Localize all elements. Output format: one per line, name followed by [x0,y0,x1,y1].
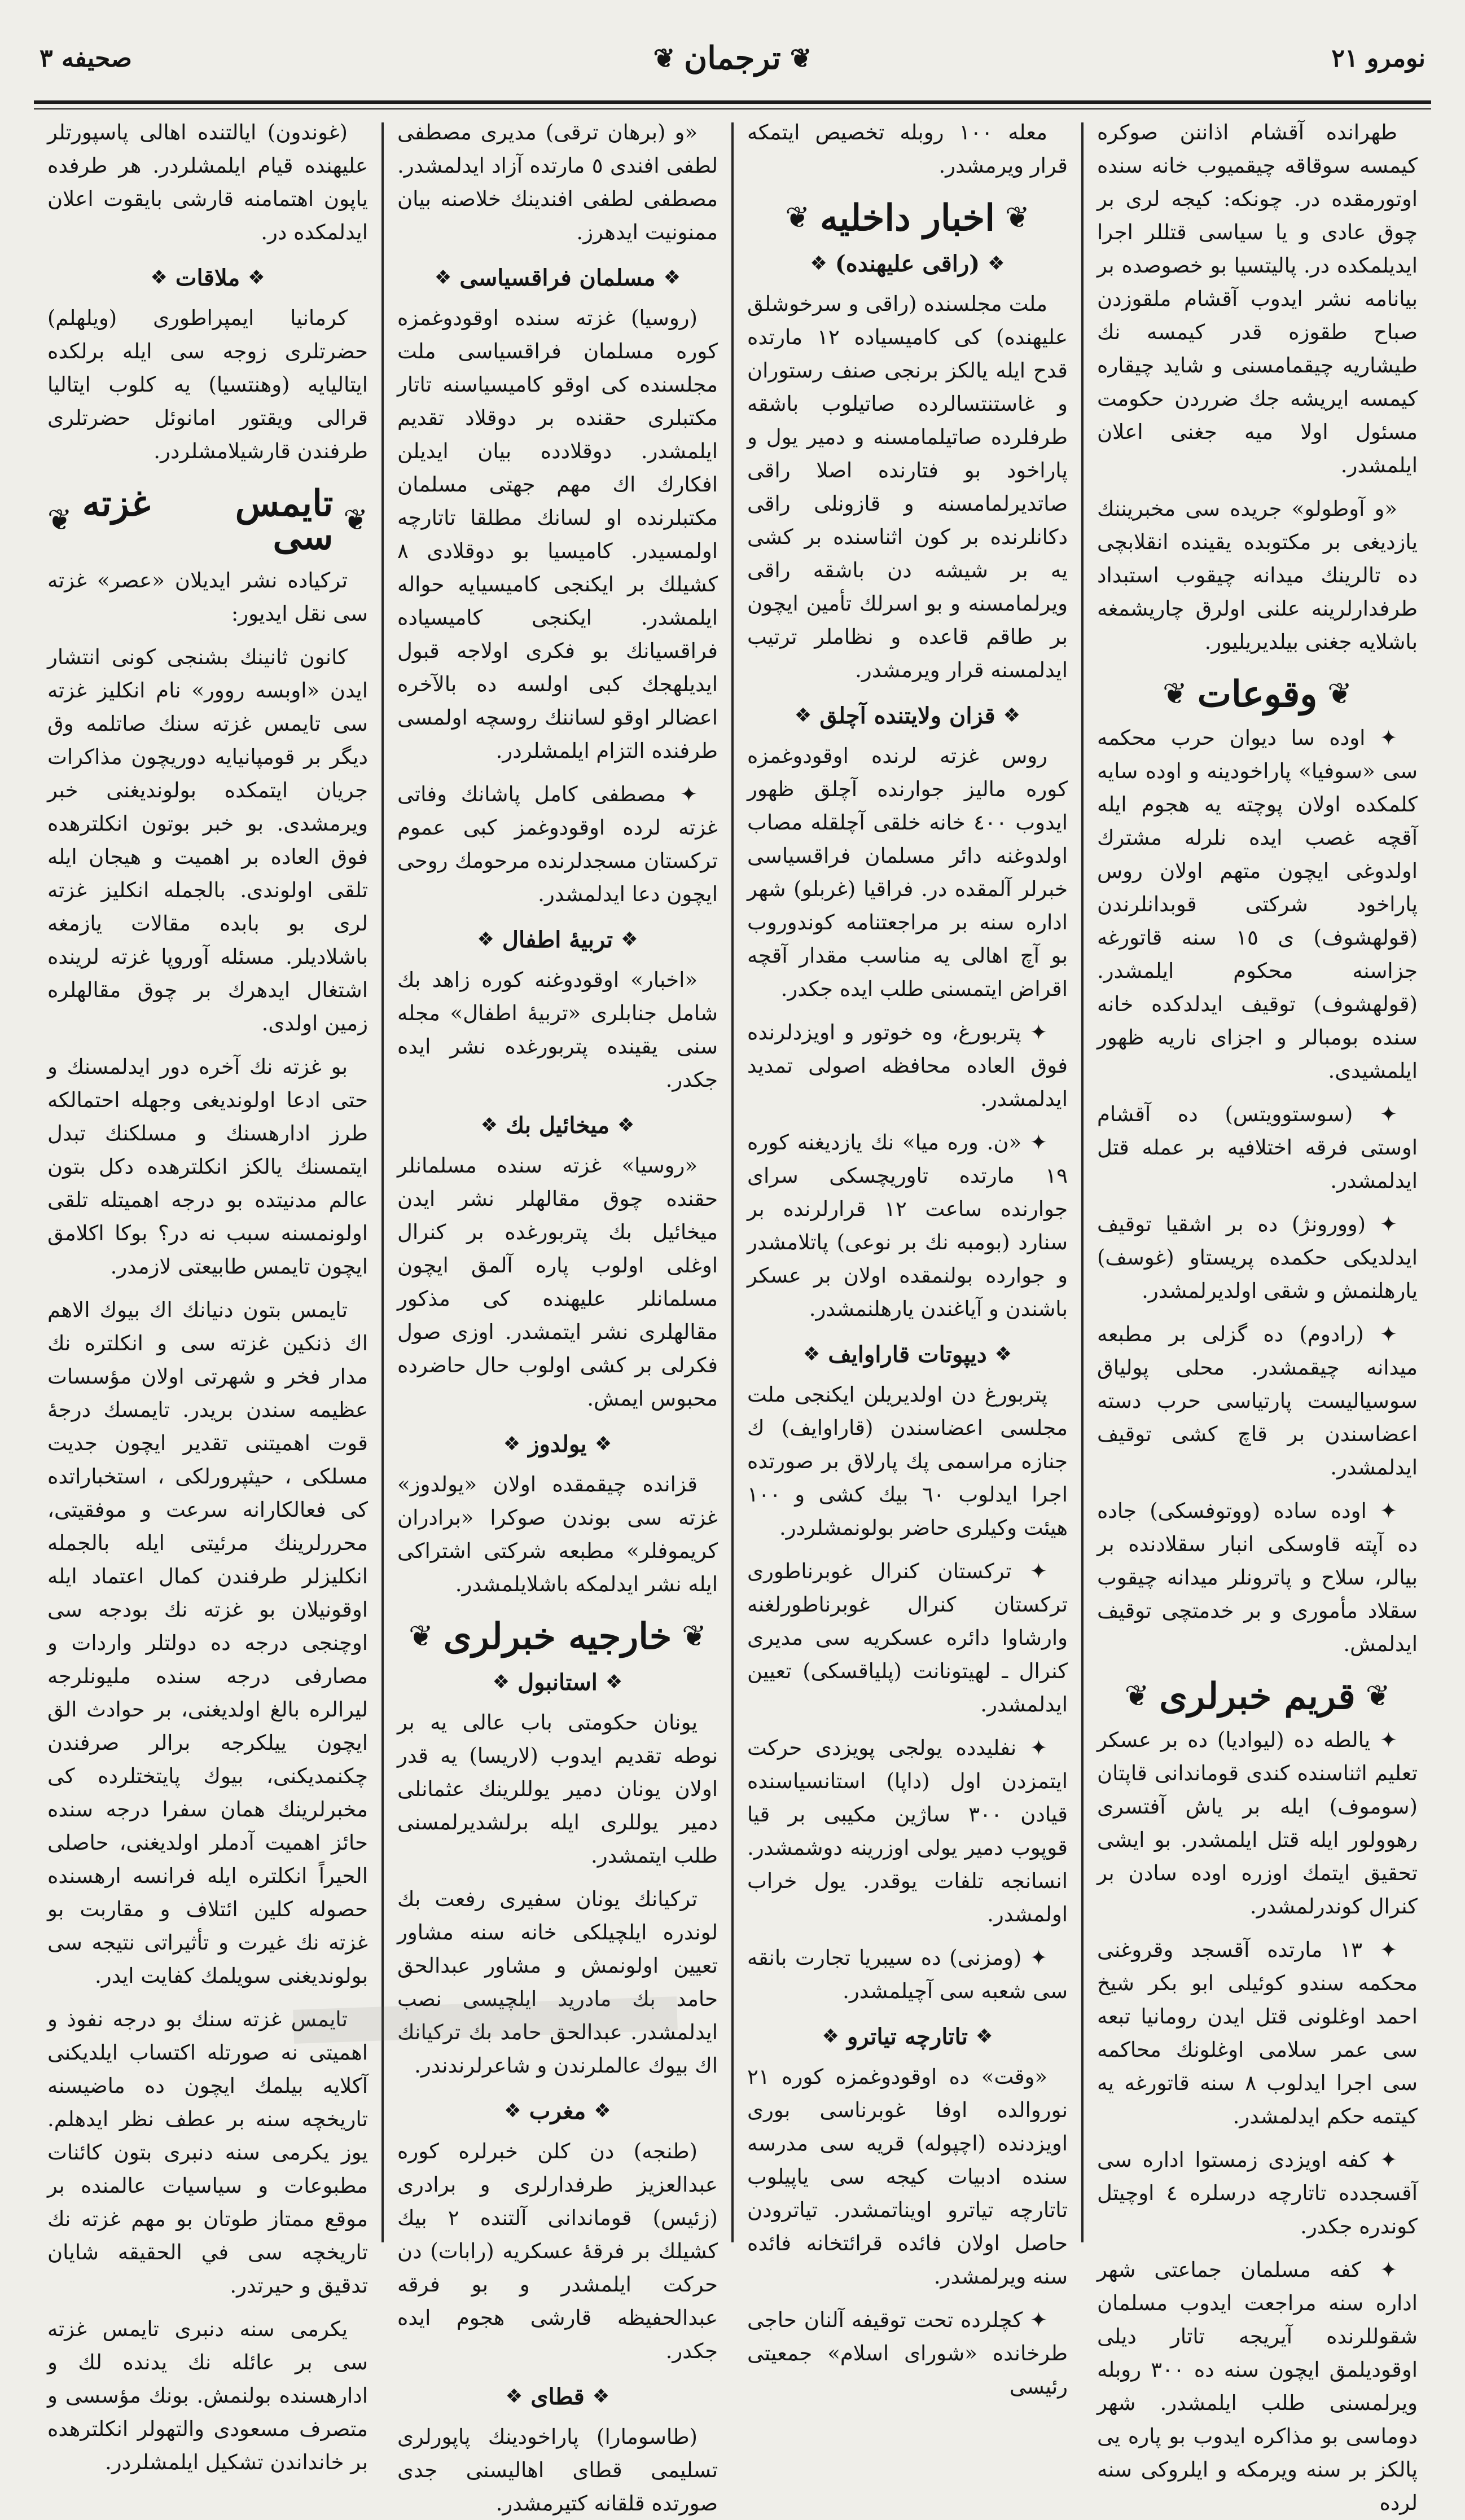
subheading-text: تربيهٔ اطفال [502,927,613,953]
article-paragraph: «اخبار» اوقودوغنه كوره زاهد بك شامل جنابلرى «تربيهٔ اطفال» مجله سنى يقينده پتربورغده نشر ايده جكدر. [397,968,718,1092]
ornament-icon: ❖ [434,266,452,289]
article-paragraph: ✦ يالطه ده (ليواديا) ده بر عسكر تعليم اثناسنده كندى قوماندانى قاپتان (سوموف) ايله بر ياش آفتسرى رهوولور ايله قتل ايلمشدر. بو ايشى تحقيق ايتمك اوزره اوده سادن بر كنرال كوندرلمشدر. [1097,1728,1418,1918]
newspaper-title-group [653,39,812,77]
subheading [397,923,718,956]
article-paragraph: ملت مجلسنده (راقى و سرخوشلق عليهنده) كى كاميسياده ١٢ مارتده قدح ايله يالكز برنجى صنف رستوران و غاستنتسالرده صاتيلوب باشقه طرفلرده صاتيلمامسنه و دمير يول و پاراخود بو فتارنده اصلا راقى صاتديرلمامسنه و قازونلى راقى دكانلرنده بر كون اثناسنده بر كشى يه بر شيشه دن باشقه راقى ويرلمامسنه و بو اسرلك تأمين ايچون بر طاقم قاعده و نظاملر ترتيب ايدلمسنه قرار ويرمشدر. [747,292,1068,682]
ornament-icon: ❖ [505,2385,523,2408]
article-paragraph: (غوندون) ايالتنده اهالى پاسپورتلر عليهنده قيام ايلمشلردر. هر طرفده ياپون اهتمامنه قارشى بايقوت اعلان ايدلمكده در. [47,120,368,244]
subheading [397,1109,718,1142]
article-paragraph: ✦ ١٣ مارتده آقسجد وقروغنى محكمه سندو كوئيلى ابو بكر شيخ احمد اوغلونى قتل ايدن رومانيا تبعه سى عمر سلامى اوغلونك محاكمه سى اجرا ايدلوب ٨ سنه قاتورغه يه كيتمه حكم ايدلمشدر. [1097,1938,1418,2128]
article-paragraph: ✦ اوده سا ديوان حرب محكمه سى «سوفيا» پاراخودينه و اوده سايه كلمكده اولان پوچته يه هجوم ايله آقچه غصب ايده نلرله مشترك اولدوغى ايچون متهم اولان روس پاراخود شركتى قوبدانلرندن (قولهشوف) ى ١٥ سنه قاتورغه جزاسنه محكوم ايلمشدر. (قولهشوف) توقيف ايدلدكده خانه سنده بومبالر و اجزاى ناريه ظهور ايلمشيدى. [1097,726,1418,1083]
article-paragraph: «وقت» ده اوقودوغمزه كوره ٢١ نوروالده اوفا غوبرناسى بورى اويزدنده (اچپوله) قريه سى مدرسه سنده ادبيات كيجه سى ياپيلوب تاتارچه تياترو اويناتمشدر. تياترودن حاصل اولان فائده قرائتخانه فائده سنه ويرلمشدر. [747,2065,1068,2289]
article-paragraph: يونان حكومتى باب عالى يه بر نوطه تقديم ايدوب (لاريسا) يه قدر اولان يونان دمير يوللرينك عثمانلى دمير يوللرى ايله برلشديرلمسنى طلب ايتمشدر. [397,1710,718,1868]
ornament-icon: ❖ [605,1671,623,1693]
ornament-icon: ❖ [592,2385,610,2408]
ornament-icon: ❖ [492,1671,510,1693]
ornament-icon: ❖ [503,1433,521,1455]
subheading [397,1428,718,1461]
article-paragraph: روس غزته لرنده اوقودوغمزه كوره ماليز جوارنده آچلق ظهور ايدوب ٤٠٠ خانه خلقى آچلقله مصاب اولدوغنه دائر مسلمان فراقسياسى خبرلر آلمقده در. فراقيا (غربلو) شهر اداره سنه بر مراجعتنامه كوندوروب بو آچ اهالى يه مناسب مقدار آقچه اقراض ايتمسنى طلب ايده جكدر. [747,744,1068,1001]
subheading-text: قزان ولايتنده آچلق [819,703,995,729]
article-paragraph: ✦ «ن. وره ميا» نك يازديغنه كوره ١٩ مارتده تاوريچسكى سراى جوارنده ساعت ١٢ قرارلرنده بر سنارد (بومبه نك بر نوعى) پاتلامشدر و جوارده بولنمقده اولان بر عسكر باشندن و آياغندن يارهلنمشدر. [747,1130,1068,1321]
ornament-icon: ❖ [248,266,265,289]
subheading-text: ديپوتات قاراوايف [828,1341,987,1368]
article-paragraph: ✦ كفه مسلمان جماعتى شهر اداره سنه مراجعت ايدوب مسلمان شقوللرنده آيريجه تاتار ديلى اوقوديلمق ايچون سنه ده ٣٠٠ روبله ويرلمسنى طلب ايلمشدر. شهر دوماسى بو مذاكره ايدوب بو پاره يى پالكز بر سنه ويرمكه و ايلروكى سنه لرده [1097,2258,1418,2515]
section-heading-text: تايمس غزته سى [82,482,334,558]
article-paragraph: تايمس بتون دنيانك اك بيوك الاهم اك ذنكين غزته سى و انكلتره نك مدار فخر و شهرتى اولان مؤسسات عظيمه سندن بريدر. تايمسك درجهٔ قوت اهميتنى تقدير ايچون جديت مسلكى ، حيثپرورلكى ، استخباراتده كى فعالكارانه سرعت و موفقيتى، محررلرينك مرئيتى ايله بالجمله انكليزلر طرفندن كمال اعتماد ايله اوقونيلان بو غزته نك بودجه سى اوچنجى درجه ده دولتلر واردات و مصارفى درجه سنده مليونلرجه ليرالره بالغ اولديغنى، بر حوادث الق ايچون ييلكرجه برالر صرفندن چكنمديكنى، بيوك پايتختلرده كى مخبرلرينك همان سفرا درجه سنده حائز اهميت آدملر اولديغنى، حاصلى الحيراً انكلتره ايله فرانسه ارهسنده حصوله كلين ائتلاف و مقاربت بو غزته نك غيرت و تأثيراتى نتيجه سى بولونديغنى سويلمك كفايت ايدر. [47,1298,368,1988]
article-paragraph: طهرانده آقشام اذاننن صوكره كيمسه سوقاقه چيقميوب خانه سنده اوتورمقده در. چونكه: كيجه لرى بر چوق عادى و يا سياسى قتللر اجرا ايديلمكده در. پاليتسيا بو خصوصده بر بيانامه نشر ايدوب آقشام ملقوزدن صباح طقوزه قدر كيمسه نك طيشاريه چيقمامسنى و شايد چيقاره كيمسه ايريشه جك ضرردن حكومت مسئول اولا ميه جغنى اعلان ايلمشدر. [1097,120,1418,477]
article-columns [34,116,1431,2515]
column-4 [34,116,381,2474]
ornament-icon: ❖ [594,2100,611,2122]
article-paragraph: «روسيا» غزته سنده مسلمانلر حقنده چوق مقالهلر نشر ايدن ميخائيل بك پتربورغده بر كنرال اوغلى اولوب پاره آلمق ايچون مسلمانلر عليهنده كى مذكور مقالهلرى نشر ايتمشدر. اوزى صول فكرلى بر كشى اولوب حال حاضرده محبوس ايمش. [397,1153,718,1411]
subheading [47,261,368,295]
masthead-rule-thin [34,108,1431,109]
subheading [747,247,1068,280]
article-paragraph: يكرمى سنه دنبرى تايمس غزته سى بر عائله نك يدنده لك و ادارهسنده بولنمش. بونك مؤسسى و متصرف مسعودى والتهولر انكلترهده بر خانداندن تشكيل ايلمشلردر. [47,2317,368,2474]
masthead [40,16,1425,100]
article-paragraph: (طنجه) دن كلن خبرلره كوره عبدالعزيز طرفدارلرى و برادرى (زئيس) قوماندانى آلتنده ٢ بيك كشيلك بر فرقهٔ عسكريه (رابات) دن حركت ايلمشدر و بو فرقه عبدالحفيظه قارشى هجوم ايده جكدر. [397,2139,718,2363]
article-paragraph: ✦ (رادوم) ده گزلى بر مطبعه ميدانه چيقمشدر. محلى پولياق سوسياليست پارتياسى حرب دسته اعضاسندن بر قاچ كشى توقيف ايدلمشدر. [1097,1322,1418,1479]
section-heading-text: خارجيه خبرلرى [443,1615,672,1658]
fleuron-icon: ❦ [653,43,676,73]
issue-number: نومرو ٢١ [1331,43,1425,73]
article-paragraph: تركيانك يونان سفيرى رفعت بك لوندره ايلچيلكى خانه سنه مشاور تعيين اولونمش و مشاور عبدالحق حامد بك مادريد ايلچيسى نصب ايدلمشدر. عبدالحق حامد بك تركيانك اك بيوك عالملرندن و شاعرلرندندر. [397,1887,718,2078]
ornament-icon: ❖ [988,252,1005,275]
ornament-icon: ❖ [594,1433,612,1455]
article-paragraph: بو غزته نك آخره دور ايدلمسنك و حتى ادعا اولونديغى وجهله احتمالكه طرز ادارهسنك و مسلكنك تبدل ايتمسنك يالكز انكلترهده دكل بتون عالم مدنيتده بو درجه اهميتله تلقى اولونمسنه سبب نه در؟ بوكا اكلامق ايچون تايمس طابيعتى لازمدر. [47,1055,368,1279]
column-1 [1084,116,1431,2515]
fleuron-icon: ❦ [789,43,812,73]
section-heading [47,482,368,558]
article-paragraph: كانون ثانينك بشنجى كونى انتشار ايدن «اوبسه روور» نام انكليز غزته سى تايمس غزته سنك صاتلمه وق ديگر بر قومپانيايه دوريچون مذاكرات جريان ايتمكده بولونديغنى خبر ويرمشدى. بو خبر بوتون انكلترهده فوق العاده بر اهميت و هيجان ايله تلقى اولوندى. بالجمله انكليز غزته لرى بو بابده مقالات يازمغه باشلاديلر. مسئله آوروپا غزته لرينده اشتغال ايدهرك بر چوق مقالهلره زمين اولدى. [47,645,368,1035]
subheading [397,2380,718,2413]
column-2 [734,116,1081,2399]
subheading-text: مسلمان فراقسياسى [459,265,656,291]
ornament-icon: ❖ [794,704,812,727]
article-paragraph: كرمانيا ايمپراطورى (ويلهلم) حضرتلرى زوجه سى ايله برلكده ايتاليايه (وهنتسيا) يه كلوب ايتاليا قرالى ويقتور امانوئل حضرتلرى طرفندن قارشيلامشلردر. [47,306,368,463]
article-paragraph: ✦ تركستان كنرال غوبرناطورى تركستان كنرال غوبرناطورلغنه وارشاوا دائره عسكريه سى مديرى كنرال ـ لهيتونانت (پلياقسكى) تعيين ايدلمشدر. [747,1559,1068,1716]
ornament-icon: ❖ [621,928,638,951]
fleuron-icon: ❦ [785,201,810,235]
ornament-icon: ❖ [617,1114,635,1136]
fleuron-icon: ❦ [409,1619,433,1653]
subheading [747,1338,1068,1371]
subheading-text: استانبول [517,1669,598,1696]
article-paragraph: تايمس غزته سنك بو درجه نفوذ و اهميتى نه صورتله اكتساب ايلديكنى آكلايه بيلمك ايچون ده ماضيسنه تاريخچه سنه بر عطف نظر ايدهلم. يوز يكرمى سنه دنبرى بتون كائنات مطبوعات و سياسيات عالمنده بر موقع ممتاز طوتان بو مهم غزته نك تاريخچه سى في الحقيقه شايان تدقيق و حيرتدر. [47,2007,368,2298]
section-heading [1097,673,1418,715]
fleuron-icon: ❦ [1163,677,1187,711]
fleuron-icon: ❦ [1124,1679,1150,1713]
article-paragraph: قزانده چيقمقده اولان «يولدوز» غزته سى بوندن صوكرا «برادران كريموفلر» مطبعه شركتى اشتراكى ايله نشر ايدلمكه باشلايلمشدر. [397,1472,718,1596]
section-heading [397,1615,718,1658]
ornament-icon: ❖ [663,266,681,289]
fleuron-icon: ❦ [47,503,72,537]
article-paragraph: ✦ نفليدده يولجى پويزدى حركت ايتمزدن اول (داپا) استانسياسنده قيادن ٣٠٠ ساژين مكيبى بر قيا قوپوب دمير يولى اوزرينه دوشمشدر. انسانجه تلفات يوقدر. يول خراب اولمشدر. [747,1736,1068,1926]
subheading [747,2020,1068,2053]
masthead-rule [34,100,1431,104]
ornament-icon: ❖ [994,1343,1012,1366]
subheading [747,699,1068,732]
ornament-icon: ❖ [504,2100,521,2122]
ornament-icon: ❖ [150,266,168,289]
article-paragraph: تركياده نشر ايديلان «عصر» غزته سى نقل ايديور: [47,568,368,626]
subheading-text: تاتارچه تياترو [847,2023,968,2050]
subheading-text: ميخائيل بك [506,1112,609,1139]
article-paragraph: معله ١٠٠ روبله تخصيص ايتمكه قرار ويرمشدر. [747,120,1068,178]
fleuron-icon: ❦ [1327,677,1352,711]
article-paragraph: ✦ مصطفى كامل پاشانك وفاتى غزته لرده اوقودوغمز كبى عموم تركستان مسجدلرنده مرحومك روحى ايچون دعا ايدلمشدر. [397,782,718,906]
fleuron-icon: ❦ [682,1619,707,1653]
article-paragraph: ✦ (سوستوويتس) ده آقشام اوستى فرقه اختلافيه بر عمله قتل ايدلمشدر. [1097,1102,1418,1193]
section-heading-text: اخبار داخليه [820,197,995,239]
article-paragraph: ✦ پتربورغ، وه خوتور و اويزدلرنده فوق العاده محافظه اصولى تمديد ايدلمشدر. [747,1020,1068,1111]
fleuron-icon: ❦ [343,503,368,537]
article-paragraph: ✦ كفه اويزدى زمستوا اداره سى آقسجدده تاتارچه درسلره ٤ اوچيتل كوندره جكدر. [1097,2148,1418,2238]
subheading [397,261,718,295]
subheading-text: ملاقات [175,265,240,291]
section-heading-text: وقوعات [1197,673,1318,715]
section-heading [747,197,1068,239]
article-paragraph: (روسيا) غزته سنده اوقودوغمزه كوره مسلمان فراقسياسى ملت مجلسنده كى اوقو كاميسياسنه تاتار مكتبلرى حقنده بر دوقلاد تقديم ايلمشدر. دوقلادده بيان ايديلن افكارك اك مهم جهتى مسلمان مكتبلرنده او لسانك مطلقا تاتارچه اولمسيدر. كاميسيا بو دوقلادى ٨ كشيلك بر ايكنجى كاميسيايه حواله ايلمشدر. ايكنجى كاميسياده فراقسيانك بو فكرى اولاجه قبول ايديلهجك كبى اولسه ده بالآخره اعضالر اوقو لساننك روسچه اولمسى طرفنده التزام ايلمشلردر. [397,306,718,763]
ornament-icon: ❖ [480,1114,498,1136]
section-heading [1097,1675,1418,1718]
subheading-text: يولدوز [528,1431,587,1457]
article-paragraph: «و آوطولو» جريده سى مخبريننك يازديغى بر مكتوبده يقينده انقلابچى ده تالرينك ميدانه چيقوب استبداد طرفدارلرينه علنى اولرق چاريشمغه باشلايه جغنى بيلديريليور. [1097,497,1418,654]
ornament-icon: ❖ [822,2025,840,2048]
ornament-icon: ❖ [477,928,494,951]
ornament-icon: ❖ [1003,704,1021,727]
article-paragraph: ✦ كچلرده تحت توقيفه آلنان حاجى طرخانده «شوراى اسلام» جمعيتى رئيسى [747,2308,1068,2399]
subheading-text: قطاى [530,2383,585,2410]
subheading [397,1666,718,1699]
subheading-text: (راقى عليهنده) [835,251,980,277]
article-paragraph: پتربورغ دن اولديريلن ايكنجى ملت مجلسى اعضاسندن (قاراوايف) ك جنازه مراسمى پك پارلاق بر صورتده اجرا ايدلوب ٦٠ بيك كشى و ١٠٠ هيئت وكيلرى حاضر بولونمشلردر. [747,1382,1068,1540]
article-paragraph: «و (برهان ترقى) مديرى مصطفى لطفى افندى ٥ مارتده آزاد ايدلمشدر. مصطفى لطفى افندينك خلاصنه بيان ممنونيت ايدهرز. [397,120,718,244]
section-heading-text: قريم خبرلرى [1159,1675,1356,1718]
ornament-icon: ❖ [975,2025,993,2048]
ornament-icon: ❖ [810,252,827,275]
fleuron-icon: ❦ [1005,201,1030,235]
subheading-text: مغرب [529,2098,586,2124]
article-paragraph: ✦ اوده ساده (ووتوفسكى) جاده ده آپته قاوسكى انبار سقلادنده بر بيالر، سلاح و پاترونلر ميدانه چيقوب سقلاد مأمورى و بر خدمتچى توقيف ايدلمش. [1097,1499,1418,1656]
subheading [397,2095,718,2128]
fleuron-icon: ❦ [1365,1679,1391,1713]
column-3 [384,116,731,2515]
article-paragraph: (طاسومارا) پاراخودينك پاپورلرى تسليمى قطاى اهاليسنى جدى صورتده قلقانه كتيرمشدر. [397,2425,718,2515]
article-paragraph: ✦ (وورونژ) ده بر اشقيا توقيف ايدلديكى حكمده پريستاو (غوسف) يارهلنمش و شقى اولديرلمشدر. [1097,1212,1418,1303]
ornament-icon: ❖ [802,1343,821,1366]
article-paragraph: ✦ (ومزنى) ده سيبريا تجارت بانقه سى شعبه سى آچيلمشدر. [747,1946,1068,2003]
newspaper-title: ترجمان [684,39,781,77]
page-number: صحيفه ٣ [40,43,132,73]
